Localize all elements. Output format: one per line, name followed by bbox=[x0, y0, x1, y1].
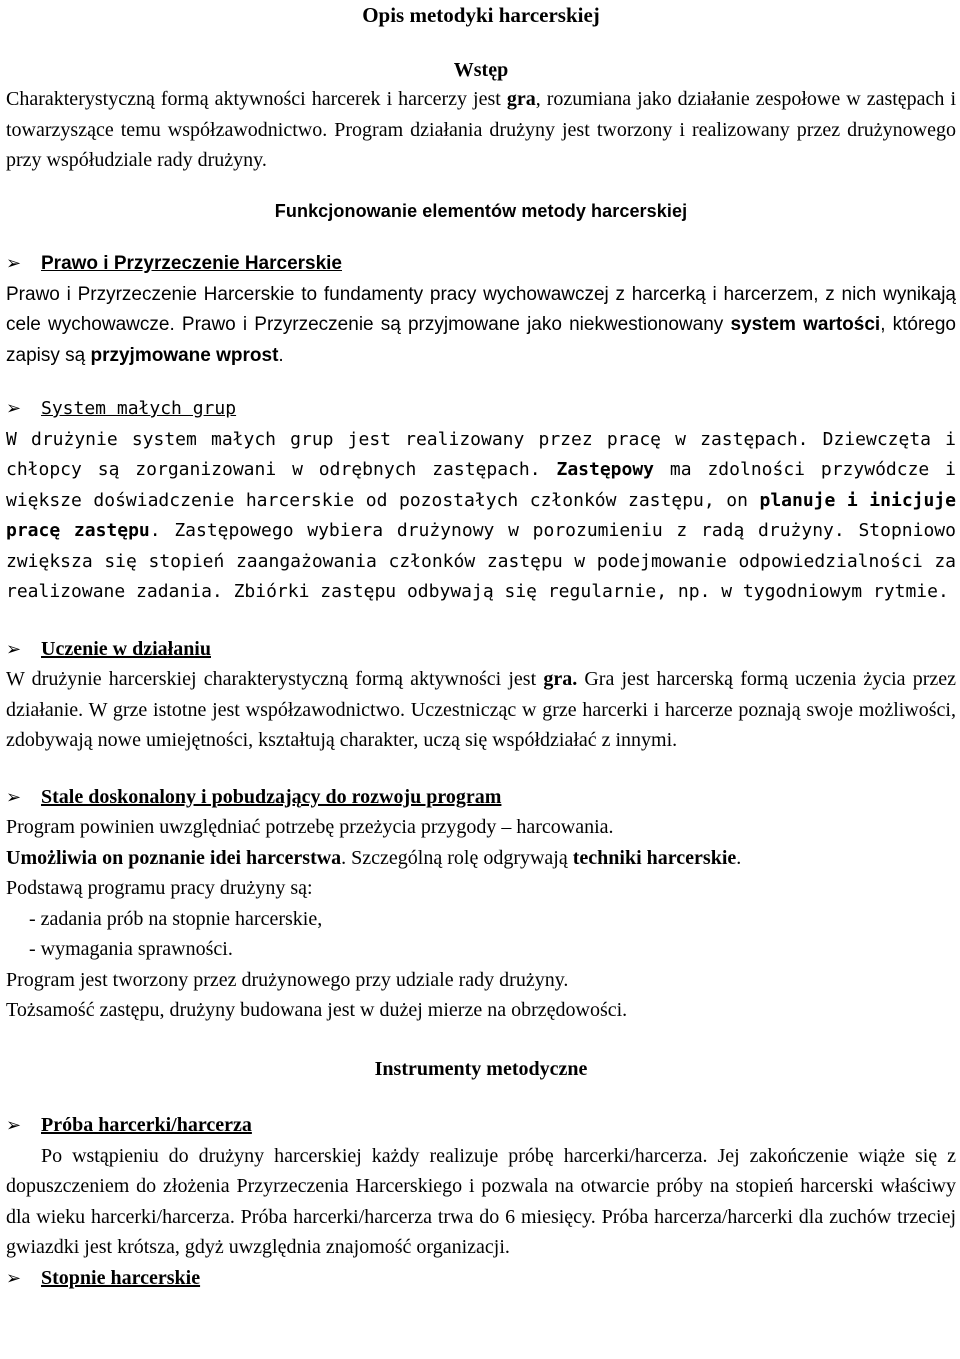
program-line-3: Podstawą programu pracy drużyny są: bbox=[6, 877, 313, 899]
document-page bbox=[6, 0, 956, 1293]
prawo-text-bold-1: system wartości bbox=[730, 314, 881, 335]
system-text-3: ma zdolności przywódcze i większe doświadczenie harcerskie od pozostałych członków zastępu, on bbox=[6, 459, 956, 511]
functioning-heading: Funkcjonowanie elementów metody harcerskiej bbox=[274, 200, 688, 221]
intro-paragraph bbox=[6, 84, 956, 176]
arrowhead-bullet-icon: ➢ bbox=[6, 1267, 22, 1288]
intro-heading: Wstęp bbox=[453, 59, 509, 81]
system-section-head bbox=[6, 393, 956, 425]
prawo-heading: Prawo i Przyrzeczenie Harcerskie bbox=[41, 253, 343, 274]
uczenie-text-bold: gra. bbox=[543, 668, 578, 690]
program-line-1: Program powinien uwzględniać potrzebę przeżycia przygody – harcowania. bbox=[6, 816, 614, 838]
prawo-paragraph bbox=[6, 280, 956, 372]
program-list-item: - zadania prób na stopnie harcerskie, bbox=[29, 907, 323, 930]
program-text-end: . bbox=[736, 846, 742, 869]
program-text-2: . Szczególną rolę odgrywają bbox=[341, 846, 573, 869]
prawo-text-4: . bbox=[278, 344, 284, 366]
arrowhead-bullet-icon: ➢ bbox=[6, 1115, 22, 1135]
system-text-bold-1: Zastępowy bbox=[540, 459, 655, 480]
stopnie-section-head bbox=[6, 1263, 956, 1294]
system-text-1: W drużynie system małych grup jest realizowany przez pracę w zastępach. Dziewczęta i chłopcy są zorganizowani w odrębnych zastępach. bbox=[6, 428, 956, 480]
system-text-4: . Zastępowego wybiera drużynowy w porozumieniu z radą drużyny. Stopniowo zwiększa się stopień zaangażowania członków zastępu w podejmowanie odpowiedzialności za realizowane zadania. Zbiórki zastępu odbywają się regularnie, np. w tygodniowym rytmie. bbox=[6, 520, 956, 602]
program-heading: Stale doskonalony i pobudzający do rozwoju program bbox=[41, 785, 502, 808]
proba-section-head bbox=[6, 1110, 956, 1141]
instrumenty-heading: Instrumenty metodyczne bbox=[374, 1057, 588, 1080]
proba-heading: Próba harcerki/harcerza bbox=[41, 1114, 252, 1136]
intro-text-2: , rozumiana jako działanie zespołowe w zastępach i towarzyszące temu współzawodnictwo. Program działania drużyny jest tworzony i realizowany przez drużynowego przy współudziale rady drużyny. bbox=[6, 88, 957, 171]
document-title: Opis metodyki harcerskiej bbox=[362, 3, 600, 27]
program-line-5: Tożsamość zastępu, drużyny budowana jest w dużej mierze na obrzędowości. bbox=[6, 999, 628, 1021]
prawo-text-3: , którego zapisy są bbox=[6, 314, 956, 366]
uczenie-paragraph bbox=[6, 664, 956, 756]
arrowhead-bullet-icon: ➢ bbox=[6, 638, 22, 659]
uczenie-text-1: W drużynie harcerskiej charakterystyczną formą aktywności jest bbox=[6, 668, 544, 690]
uczenie-section-head bbox=[6, 634, 956, 665]
intro-text-bold: gra bbox=[506, 88, 536, 110]
prawo-section-head bbox=[6, 248, 956, 280]
arrowhead-bullet-icon: ➢ bbox=[6, 253, 22, 273]
prawo-text-bold-2: przyjmowane wprost bbox=[90, 344, 279, 366]
arrowhead-bullet-icon: ➢ bbox=[6, 398, 22, 418]
program-text-bold-1: Umożliwia on poznanie idei harcerstwa bbox=[6, 846, 342, 869]
arrowhead-bullet-icon: ➢ bbox=[6, 786, 22, 807]
prawo-text-1: Prawo i Przyrzeczenie Harcerskie to fundamenty pracy wychowawczej z harcerką i harcerzem, z nich wynikają cele wychowawcze. bbox=[6, 283, 956, 335]
program-list-item: - wymagania sprawności. bbox=[29, 938, 233, 960]
system-paragraph bbox=[6, 425, 956, 608]
prawo-text-2: Prawo i Przyrzeczenie są przyjmowane jako niekwestionowany bbox=[174, 314, 731, 335]
system-text-bold-2: planuje i inicjuje pracę zastępu bbox=[6, 489, 956, 541]
stopnie-heading: Stopnie harcerskie bbox=[41, 1266, 201, 1289]
program-section-head bbox=[6, 782, 956, 813]
uczenie-heading: Uczenie w działaniu bbox=[41, 637, 211, 660]
system-heading: System małych grup bbox=[41, 398, 237, 419]
program-text-bold-2: techniki harcerskie bbox=[572, 846, 737, 869]
program-line-4: Program jest tworzony przez drużynowego przy udziale rady drużyny. bbox=[6, 968, 569, 991]
proba-paragraph: Po wstąpieniu do drużyny harcerskiej każdy realizuje próbę harcerki/harcerza. Jej zakończenie wiąże się z dopuszczeniem do złożenia Przyrzeczenia Harcerskiego i pozwala na otwarcie próby na stopień harcerski właściwy dla wieku harcerki/harcerza. Próba harcerki/harcerza trwa do 6 miesięcy. Próba harcerza/harcerki dla zuchów trzeciej gwiazdki jest krótsza, gdyż uwzględnia znajomość organizacji. bbox=[6, 1144, 956, 1258]
uczenie-text-2: Gra jest harcerską formą uczenia życia przez działanie. W grze istotne jest współzawodnictwo. Uczestnicząc w grze harcerki i harcerze poznają swoje możliwości, zdobywają nowe umiejętności, kształtują charakter, uczą się współdziałać z innymi. bbox=[6, 668, 956, 751]
intro-text-1: Charakterystyczną formą aktywności harcerek i harcerzy jest bbox=[6, 88, 507, 110]
program-line-2 bbox=[6, 843, 956, 874]
